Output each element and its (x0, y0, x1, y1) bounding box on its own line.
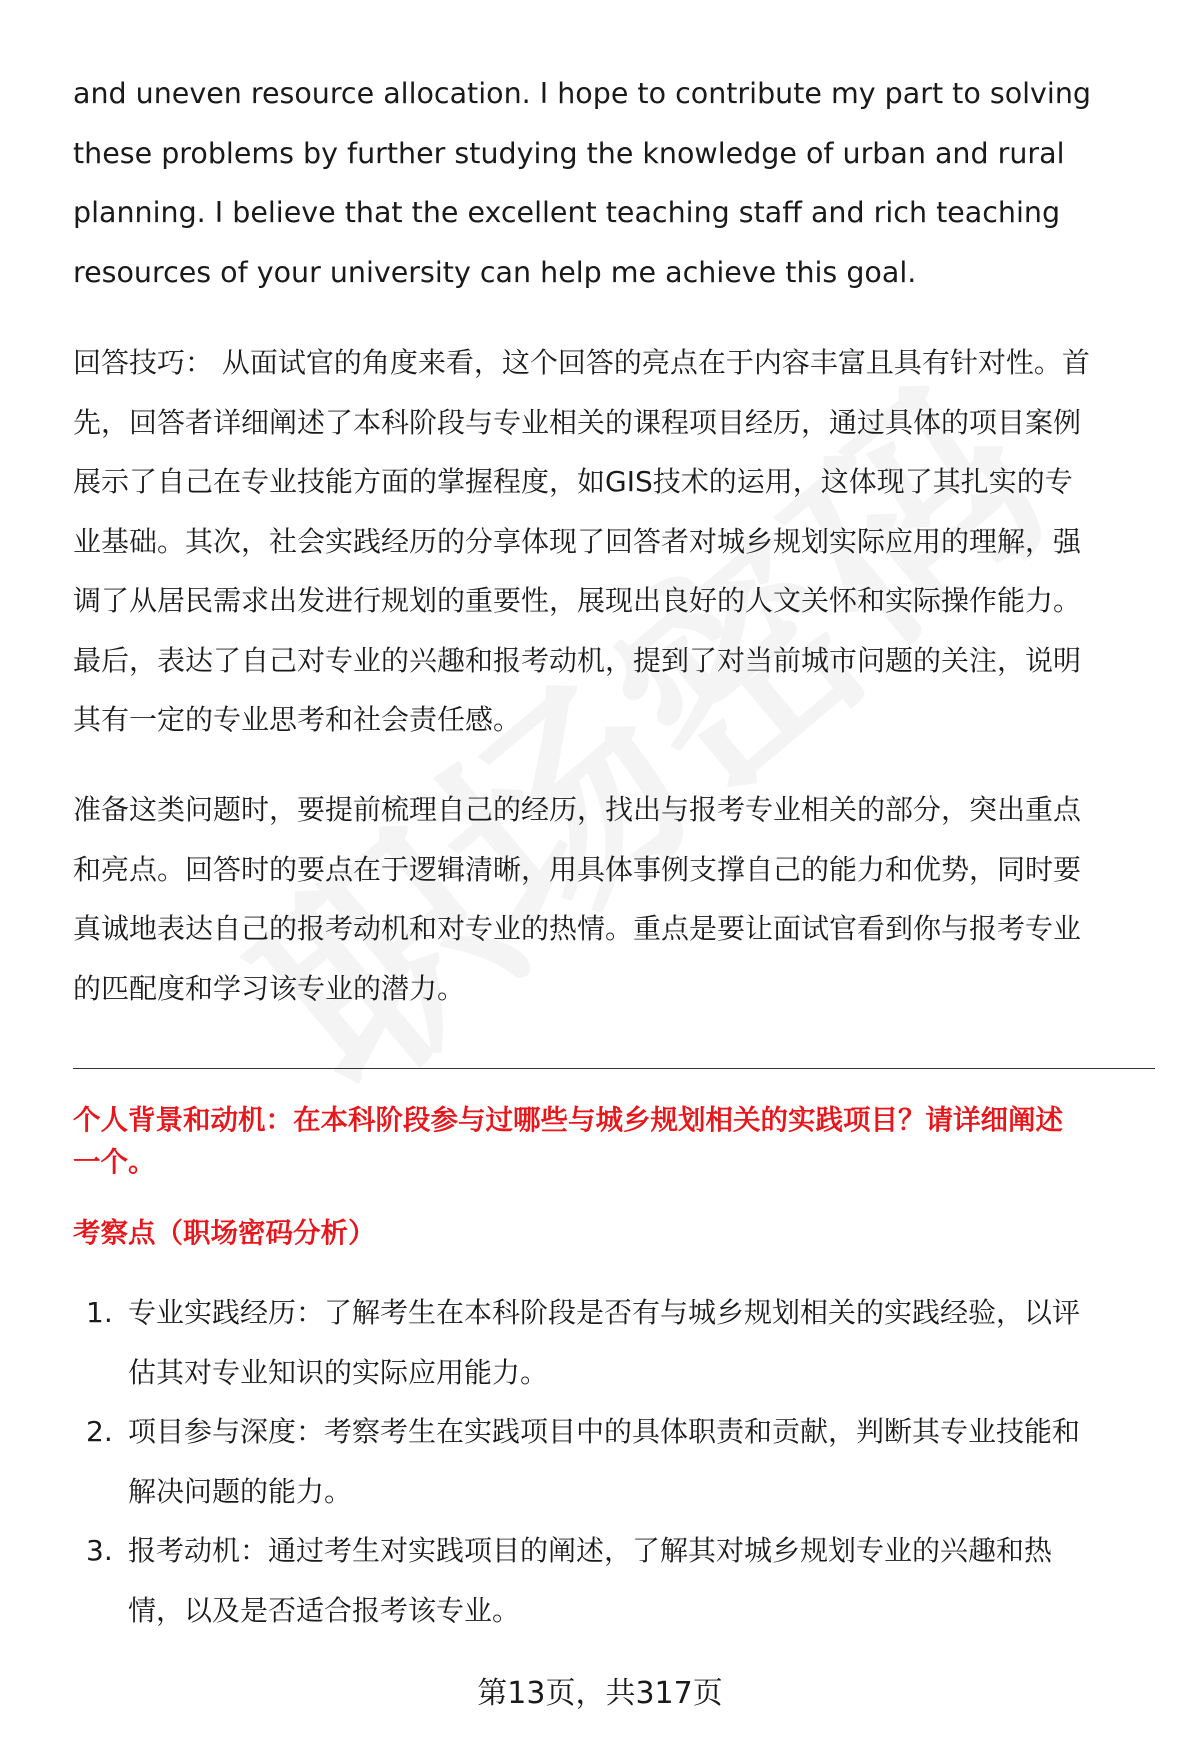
list-number: 3. (86, 1534, 113, 1567)
text-line: 报考动机：通过考生对实践项目的阐述，了解其对城乡规划专业的兴趣和热 (128, 1534, 1053, 1567)
paragraph-english (73, 64, 1163, 302)
text-line: 回答技巧： 从面试官的角度来看，这个回答的亮点在于内容丰富且具有针对性。首 (73, 346, 1090, 379)
text-line: 情，以及是否适合报考该专业。 (128, 1593, 521, 1627)
list-number: 1. (86, 1296, 113, 1329)
list-item (73, 1521, 1163, 1640)
text-line: 准备这类问题时，要提前梳理自己的经历，找出与报考专业相关的部分，突出重点 (73, 793, 1082, 826)
list-number: 2. (86, 1415, 113, 1448)
question-heading (73, 1099, 1163, 1183)
text-line: 展示了自己在专业技能方面的掌握程度，如GIS技术的运用，这体现了其扎实的专 (73, 465, 1073, 498)
text-line: 项目参与深度：考察考生在实践项目中的具体职责和贡献，判断其专业技能和 (128, 1415, 1081, 1448)
paragraph-preparation (73, 780, 1163, 1018)
text-line: 真诚地表达自己的报考动机和对专业的热情。重点是要让面试官看到你与报考专业 (73, 912, 1082, 945)
text-line: 解决问题的能力。 (128, 1474, 353, 1508)
section-title-text: 考察点（职场密码分析） (73, 1217, 376, 1249)
text-line: resources of your university can help me achieve this goal. (73, 255, 917, 289)
text-line: 业基础。其次，社会实践经历的分享体现了回答者对城乡规划实际应用的理解，强 (73, 524, 1082, 558)
text-line: and uneven resource allocation. I hope to contribute my part to solving (73, 77, 1091, 110)
text-line: 专业实践经历：了解考生在本科阶段是否有与城乡规划相关的实践经验，以评 (128, 1296, 1081, 1329)
text-line: planning. I believe that the excellent teaching staff and rich teaching (73, 196, 1061, 229)
text-line: 和亮点。回答时的要点在于逻辑清晰，用具体事例支撑自己的能力和优势，同时要 (73, 852, 1082, 886)
text-line: 估其对专业知识的实际应用能力。 (128, 1355, 549, 1389)
list-item (73, 1283, 1163, 1402)
text-line: 先，回答者详细阐述了本科阶段与专业相关的课程项目经历，通过具体的项目案例 (73, 405, 1082, 439)
text-line: 的匹配度和学习该专业的潜力。 (73, 971, 466, 1005)
section-title (73, 1212, 1163, 1254)
text-line: 个人背景和动机：在本科阶段参与过哪些与城乡规划相关的实践项目？请详细阐述 (73, 1104, 1063, 1136)
text-line: these problems by further studying the knowledge of urban and rural (73, 136, 1065, 170)
list-item (73, 1402, 1163, 1521)
page-footer: 第13页，共317页 (477, 1676, 723, 1711)
analysis-list (73, 1283, 1163, 1640)
text-line: 调了从居民需求出发进行规划的重要性，展现出良好的人文关怀和实际操作能力。 (73, 584, 1082, 617)
text-line: 其有一定的专业思考和社会责任感。 (73, 703, 522, 736)
text-line: 一个。 (73, 1146, 156, 1178)
divider (73, 1068, 1155, 1069)
text-line: 最后，表达了自己对专业的兴趣和报考动机，提到了对当前城市问题的关注，说明 (73, 643, 1082, 677)
paragraph-answer-tips (73, 333, 1163, 750)
